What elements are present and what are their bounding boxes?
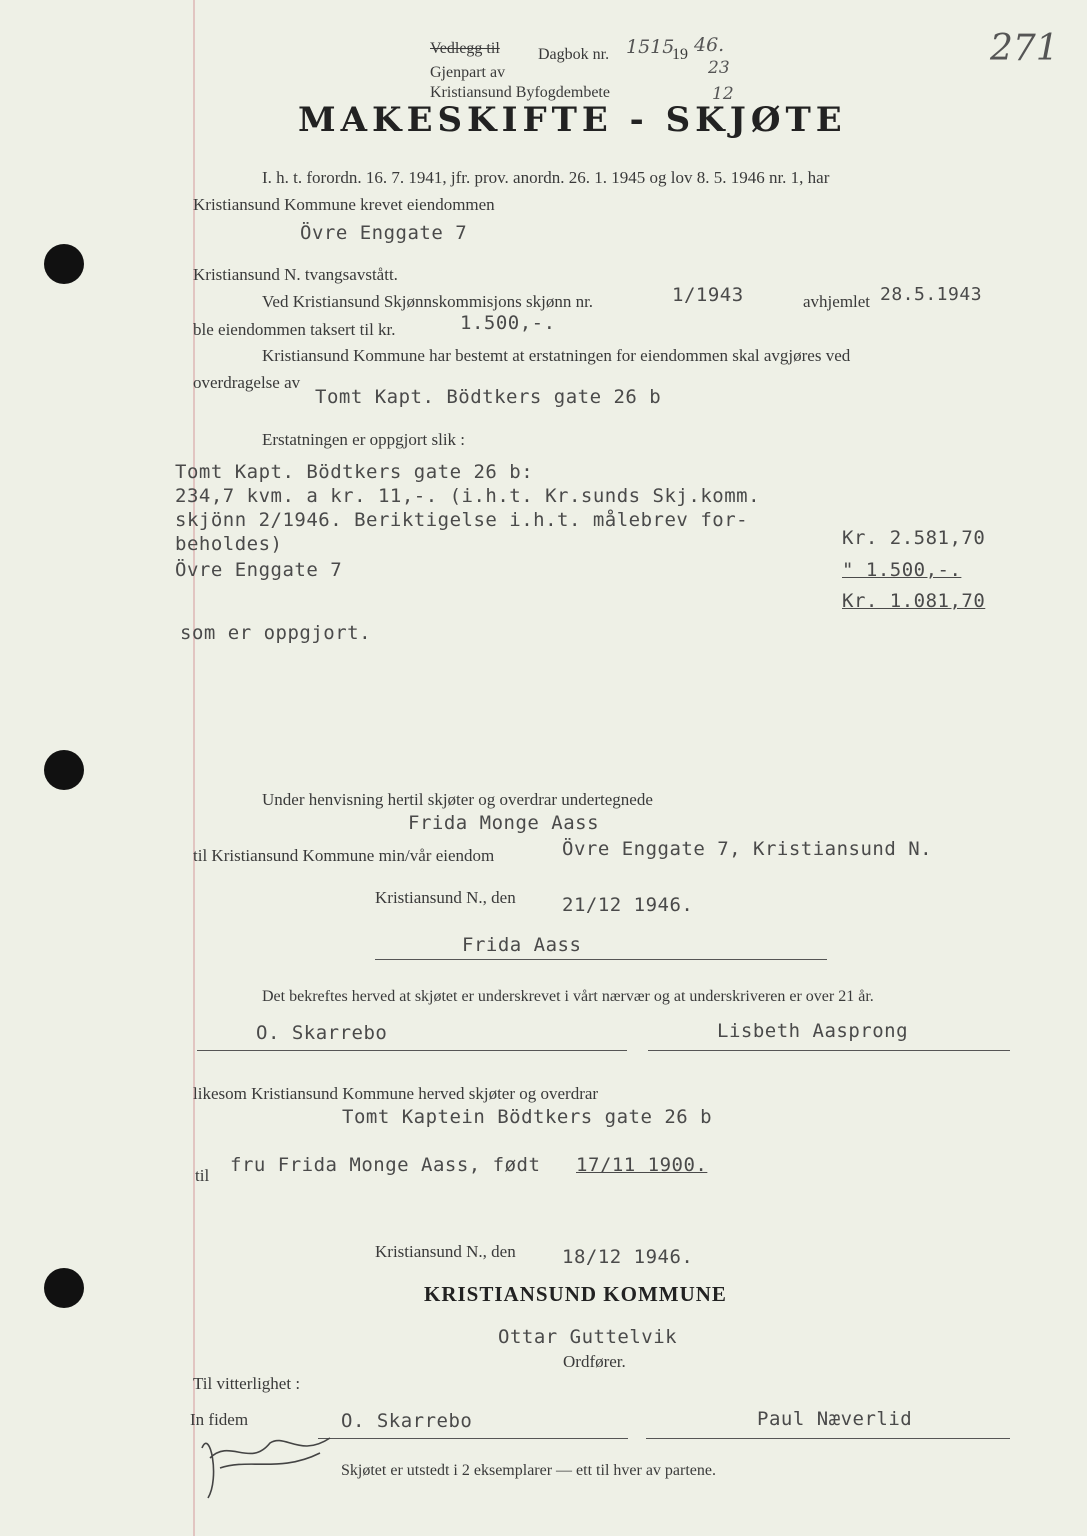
takst-label: ble eiendommen taksert til kr.	[193, 320, 396, 339]
page-number: 271	[990, 28, 1059, 69]
transfer1-witness-2: Lisbeth Aasprong	[717, 1020, 909, 1042]
witness-line-3	[318, 1438, 628, 1439]
handwritten-signature	[190, 1418, 340, 1508]
settlement-desc-line-2: 234,7 kvm. a kr. 11,-. (i.h.t. Kr.sunds Skj.komm.	[175, 485, 761, 507]
settlement-desc-line-1: Tomt Kapt. Bödtkers gate 26 b:	[175, 461, 534, 483]
transfer2-property: Tomt Kaptein Bödtkers gate 26 b	[342, 1106, 713, 1128]
punch-hole-bottom	[44, 1268, 84, 1308]
punch-hole-middle	[44, 750, 84, 790]
transfer2-recipient: fru Frida Monge Aass, født	[230, 1154, 541, 1176]
settlement-desc-line-3: skjönn 2/1946. Beriktigelse i.h.t. målebrev for-	[175, 509, 749, 531]
footer-note: Skjøtet er utstedt i 2 eksemplarer — ett til hver av partene.	[341, 1462, 716, 1479]
in-fidem-label: In fidem	[190, 1410, 249, 1429]
organization-name: KRISTIANSUND KOMMUNE	[424, 1282, 727, 1306]
settlement-desc-line-4: beholdes)	[175, 533, 283, 555]
intro-line-3: Kristiansund N. tvangsavstått.	[193, 265, 398, 284]
intro-line-1: I. h. t. forordn. 16. 7. 1941, jfr. prov. anordn. 26. 1. 1945 og lov 8. 5. 1946 nr. 1, har	[262, 168, 830, 187]
transfer2-til-label: til	[195, 1166, 210, 1185]
vitterlighet-label: Til vitterlighet :	[193, 1374, 301, 1393]
witness-statement: Det bekreftes herved at skjøtet er underskrevet i vårt nærvær og at underskriveren er over 21 år.	[262, 988, 874, 1005]
avhjemlet-date: 28.5.1943	[880, 284, 983, 305]
property-claimed: Övre Enggate 7	[300, 222, 468, 244]
transfer1-til-prefix: til Kristiansund Kommune min/vår eiendom	[193, 846, 495, 865]
intro-line-2: Kristiansund Kommune krevet eiendommen	[193, 195, 495, 214]
skjonn-number: 1/1943	[672, 284, 744, 306]
settlement-closing: som er oppgjort.	[180, 622, 372, 644]
transfer1-signature: Frida Aass	[462, 934, 582, 956]
transfer2-birth-date: 17/11 1900.	[576, 1154, 708, 1176]
gjenpart-label: Gjenpart av	[430, 64, 506, 81]
settlement-total: Kr. 1.081,70	[842, 590, 986, 612]
date-day: 23	[708, 58, 730, 78]
settlement-heading: Erstatningen er oppgjort slik :	[262, 430, 466, 449]
date-month: 12	[712, 84, 734, 104]
signatory-title: Ordfører.	[563, 1352, 626, 1371]
witness-line-1	[197, 1050, 627, 1051]
witness-line-2	[648, 1050, 1010, 1051]
header-strike-label: Vedlegg til	[430, 40, 500, 57]
dagbok-label: Dagbok nr.	[538, 46, 610, 63]
transfer1-witness-1: O. Skarrebo	[256, 1022, 388, 1044]
takst-value: 1.500,-.	[460, 312, 556, 334]
overdragelse-property: Tomt Kapt. Bödtkers gate 26 b	[315, 386, 662, 408]
signature-line-1	[375, 959, 827, 960]
settlement-amount-1: Kr. 2.581,70	[842, 527, 986, 549]
signatory-name: Ottar Guttelvik	[498, 1326, 678, 1348]
transfer1-property: Övre Enggate 7, Kristiansund N.	[562, 838, 933, 860]
transfer1-place-date-label: Kristiansund N., den	[375, 888, 516, 907]
skjonn-label: Ved Kristiansund Skjønnskommisjons skjønn nr.	[262, 292, 594, 311]
transfer2-date: 18/12 1946.	[562, 1246, 694, 1268]
transfer2-place-date-label: Kristiansund N., den	[375, 1242, 516, 1261]
intro-line-4: Kristiansund Kommune har bestemt at erstatningen for eiendommen skal avgjøres ved	[262, 346, 851, 365]
transfer1-date: 21/12 1946.	[562, 894, 694, 916]
transfer1-line-1: Under henvisning hertil skjøter og overdrar undertegnede	[262, 790, 653, 809]
year-prefix: 19	[672, 46, 688, 63]
margin-line	[193, 0, 195, 1536]
avhjemlet-label: avhjemlet	[803, 292, 871, 311]
office-label: Kristiansund Byfogdembete	[430, 84, 610, 101]
transfer2-line-1: likesom Kristiansund Kommune herved skjøter og overdrar	[193, 1084, 599, 1103]
settlement-amount-2: " 1.500,-.	[842, 559, 962, 581]
transfer1-name: Frida Monge Aass	[408, 812, 600, 834]
document-title: MAKESKIFTE - SKJØTE	[298, 100, 847, 140]
dagbok-number: 1515	[626, 36, 675, 58]
transfer2-witness-1: O. Skarrebo	[341, 1410, 473, 1432]
witness-line-4	[646, 1438, 1010, 1439]
transfer2-witness-2: Paul Næverlid	[757, 1408, 913, 1430]
intro-line-5: overdragelse av	[193, 373, 301, 392]
settlement-item-2: Övre Enggate 7	[175, 559, 343, 581]
punch-hole-top	[44, 244, 84, 284]
year-hand: 46.	[694, 34, 725, 56]
